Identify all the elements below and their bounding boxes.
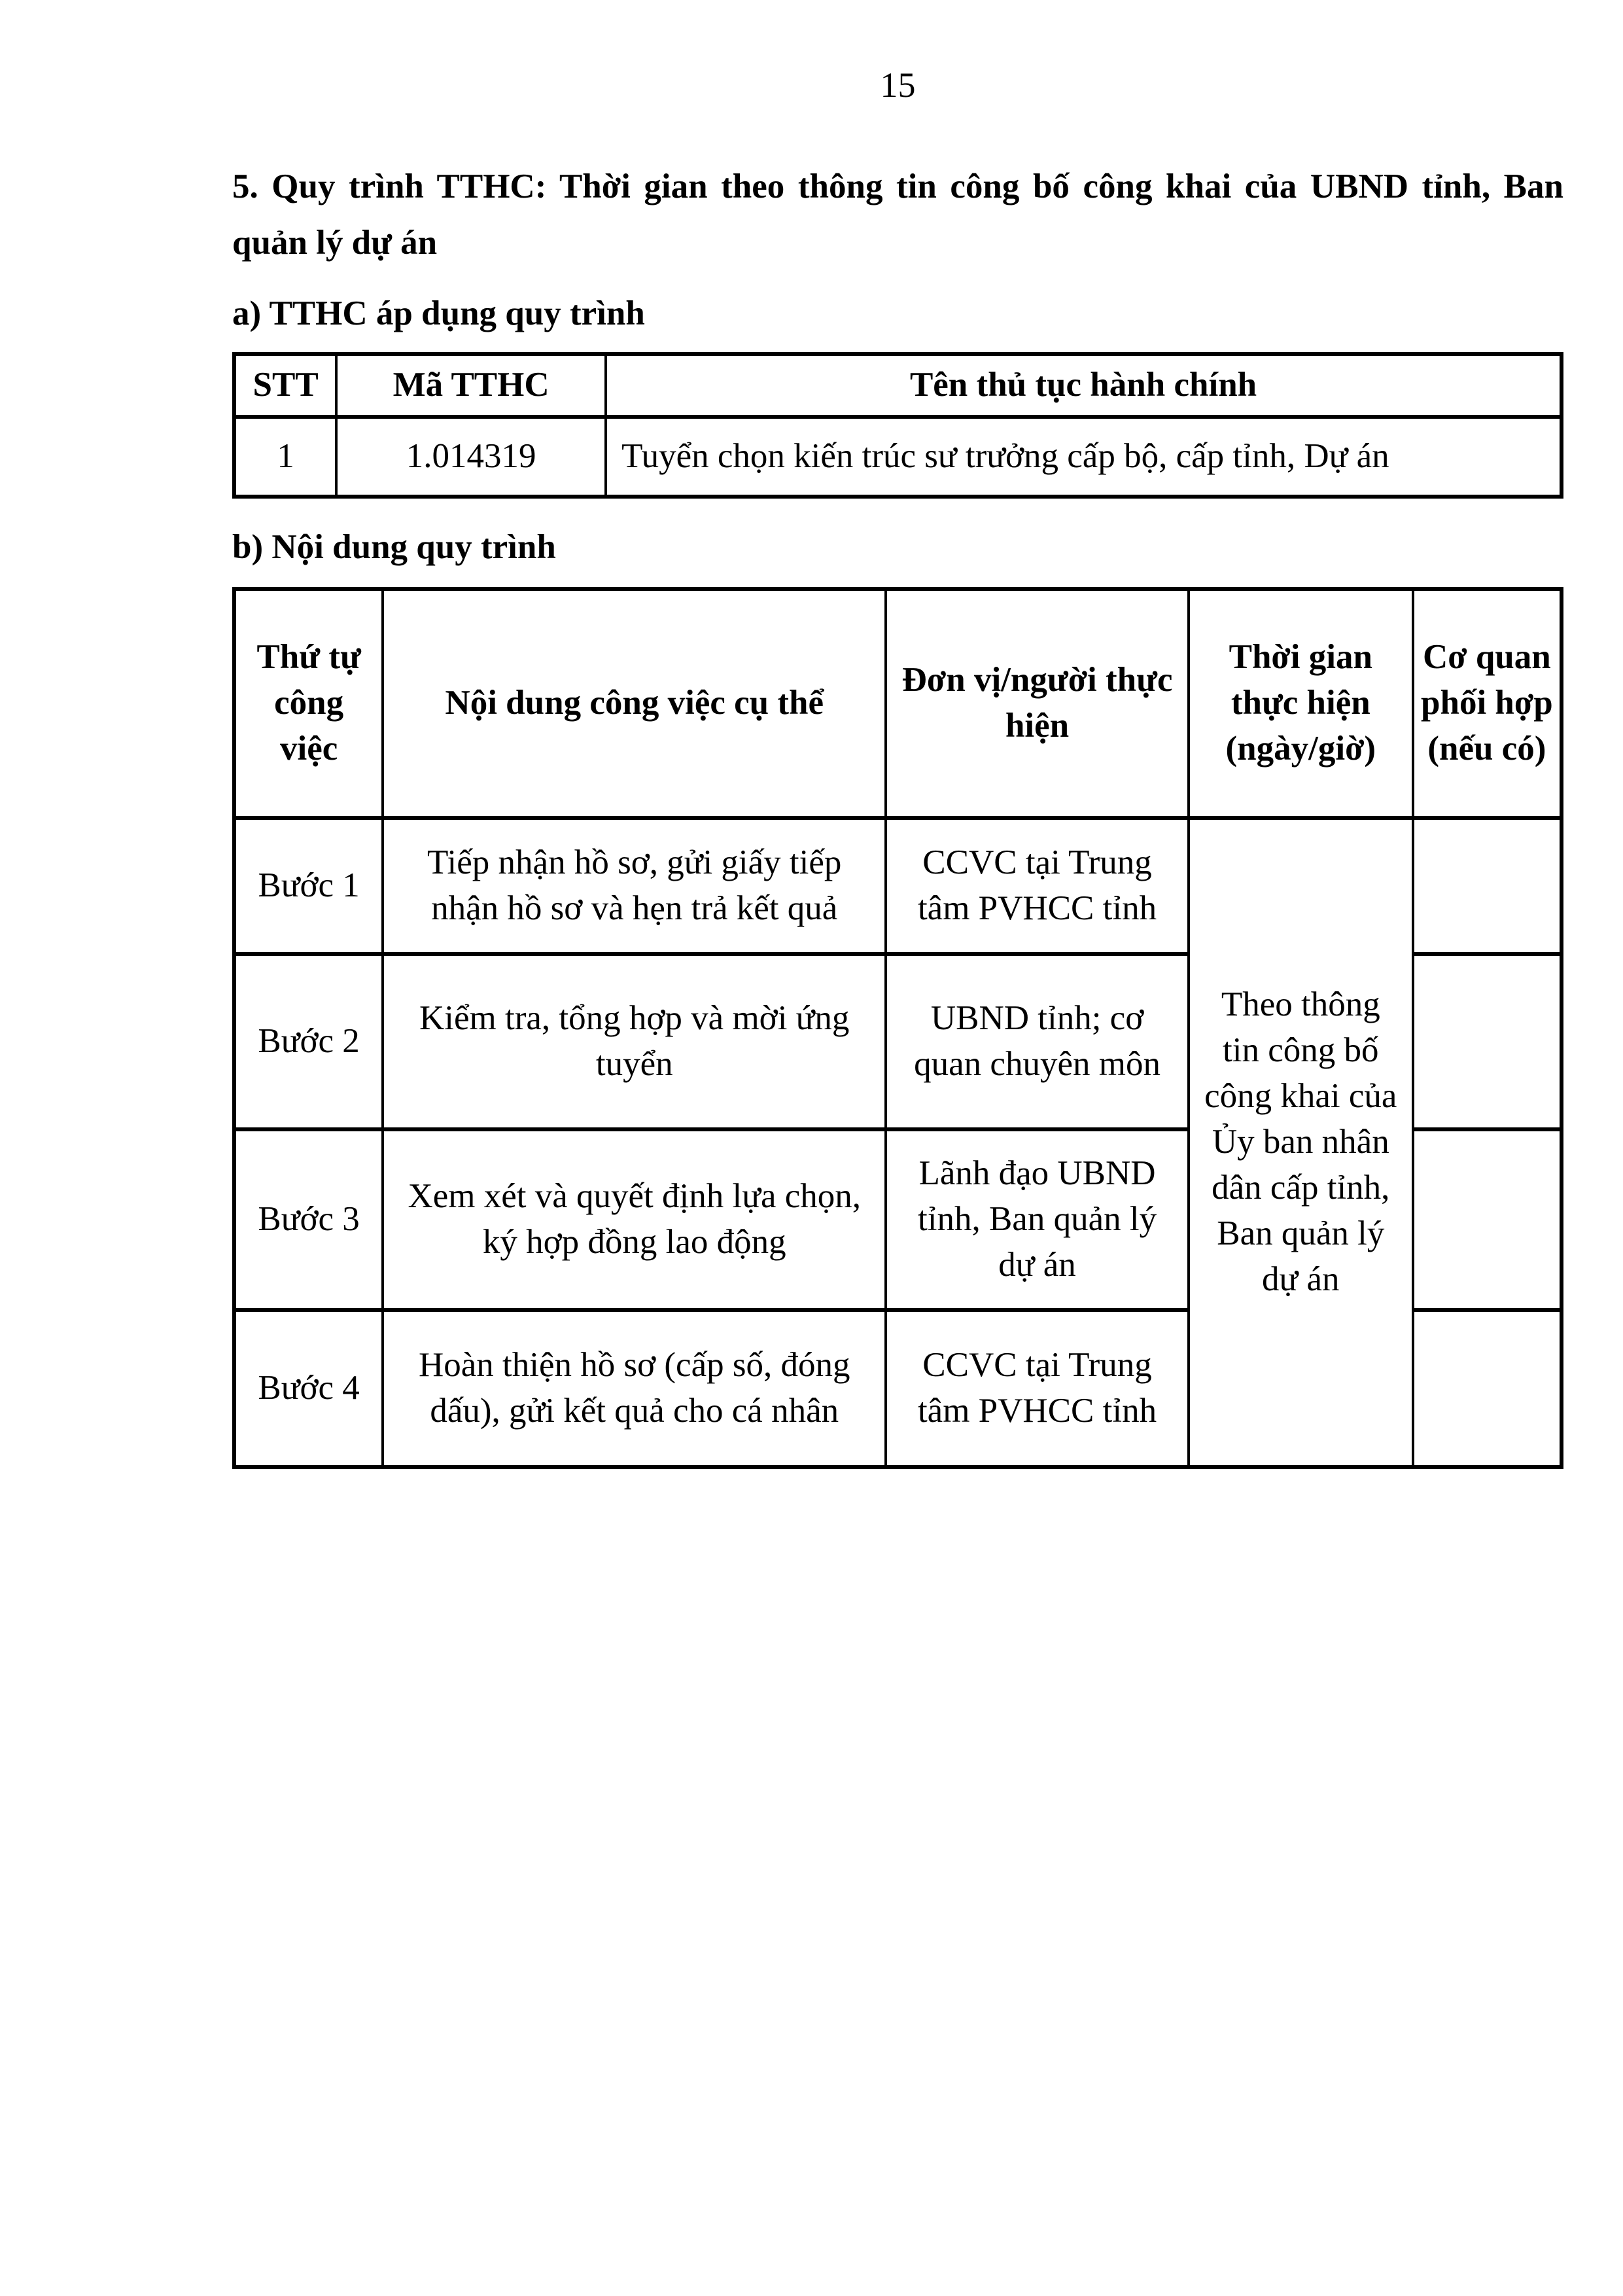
ma-tthc-cell: 1.014319 [336,417,606,497]
work-content-header: Nội dung công việc cụ thể [383,589,886,818]
unit-cell: UBND tỉnh; cơ quan chuyên môn [886,954,1189,1129]
section-b-label: b) Nội dung quy trình [232,527,556,566]
unit-cell: Lãnh đạo UBND tỉnh, Ban quản lý dự án [886,1129,1189,1310]
content-cell: Xem xét và quyết định lựa chọn, ký hợp đồng lao động [383,1129,886,1310]
coord-agency-header: Cơ quan phối hợp (nếu có) [1413,589,1562,818]
process-table [232,587,1563,1469]
unit-header: Đơn vị/người thực hiện [886,589,1189,818]
step-cell: Bước 2 [234,954,383,1129]
coord-cell [1413,1310,1562,1467]
step-cell: Bước 4 [234,1310,383,1467]
section-a-label: a) TTHC áp dụng quy trình [232,294,645,332]
tthc-table-header-row [234,354,1562,417]
stt-cell: 1 [234,417,336,497]
step-order-header: Thứ tự công việc [234,589,383,818]
stt-header: STT [234,354,336,417]
coord-cell [1413,1129,1562,1310]
unit-cell: CCVC tại Trung tâm PVHCC tỉnh [886,1310,1189,1467]
ten-tthc-cell: Tuyển chọn kiến trúc sư trưởng cấp bộ, cấp tỉnh, Dự án [606,417,1562,497]
step-cell: Bước 3 [234,1129,383,1310]
content-cell: Hoàn thiện hồ sơ (cấp số, đóng dấu), gửi kết quả cho cá nhân [383,1310,886,1467]
time-header: Thời gian thực hiện (ngày/giờ) [1189,589,1413,818]
tthc-table [232,352,1563,499]
content-cell: Tiếp nhận hồ sơ, gửi giấy tiếp nhận hồ sơ và hẹn trả kết quả [383,818,886,954]
content-cell: Kiểm tra, tổng hợp và mời ứng tuyển [383,954,886,1129]
coord-cell [1413,954,1562,1129]
process-row-buoc-1 [234,818,1562,954]
page-number: 15 [880,65,916,105]
time-note-cell: Theo thông tin công bố công khai của Ủy ban nhân dân cấp tỉnh, Ban quản lý dự án [1189,818,1413,1467]
tthc-table-row [234,417,1562,497]
step-cell: Bước 1 [234,818,383,954]
ten-tthc-header: Tên thủ tục hành chính [606,354,1562,417]
unit-cell: CCVC tại Trung tâm PVHCC tỉnh [886,818,1189,954]
process-table-header-row [234,589,1562,818]
section-5-heading: 5. Quy trình TTHC: Thời gian theo thông tin công bố công khai của UBND tỉnh, Ban quản lý dự án [232,168,1563,262]
ma-tthc-header: Mã TTHC [336,354,606,417]
coord-cell [1413,818,1562,954]
